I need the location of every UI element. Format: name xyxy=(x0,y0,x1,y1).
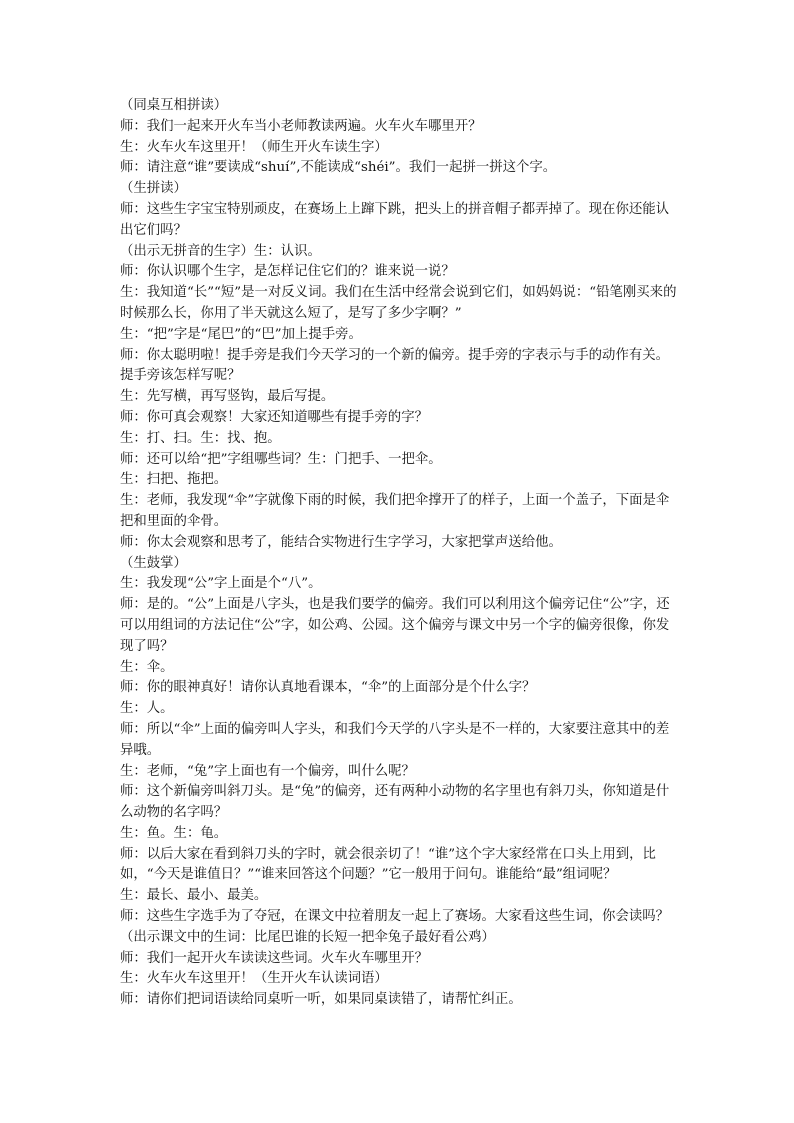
text-line: 师：是的。“公”上面是八字头，也是我们要学的偏旁。我们可以利用这个偏旁记住“公”字，还可以用组词的方法记住“公”字，如公鸡、公园。这个偏旁与课文中另一个字的偏旁很像，你发现了吗？ xyxy=(120,597,670,654)
text-line: （生鼓掌） xyxy=(120,555,187,571)
text-line: 师：还可以给“把”字组哪些词？生：门把手、一把伞。 xyxy=(120,451,442,467)
text-line: 师：你的眼神真好！请你认真地看课本，“伞”的上面部分是个什么字？ xyxy=(120,680,536,696)
text-line: 生：火车火车这里开！（生开火车认读词语） xyxy=(120,971,388,987)
text-line: 师：这个新偏旁叫斜刀头。是“兔”的偏旁，还有两种小动物的名字里也有斜刀头，你知道是什么动物的名字吗？ xyxy=(120,784,670,821)
text-line: 生：老师，我发现“伞”字就像下雨的时候，我们把伞撑开了的样子，上面一个盖子，下面是伞把和里面的伞骨。 xyxy=(120,493,670,529)
text-line: 生：打、扫。生：找、抱。 xyxy=(120,430,281,446)
text-line: 生：扫把、拖把。 xyxy=(120,472,228,488)
text-line: 生：火车火车这里开！（师生开火车读生字） xyxy=(120,139,388,155)
text-line: 生：最长、最小、最美。 xyxy=(120,888,268,904)
text-line: 生：我发现“公”字上面是个“八”。 xyxy=(120,576,322,592)
text-line: 生：先写横，再写竖钩，最后写提。 xyxy=(120,389,335,405)
text-line: 师：我们一起来开火车当小老师教读两遍。火车火车哪里开？ xyxy=(120,118,482,134)
text-line: 生：伞。 xyxy=(120,659,174,675)
text-line: 生：人。 xyxy=(120,701,174,717)
text-line: 师：你太会观察和思考了，能结合实物进行生字学习，大家把掌声送给他。 xyxy=(120,534,562,550)
text-line: 生：“把”字是“尾巴”的“巴”加上提手旁。 xyxy=(120,326,362,342)
text-line: 师：以后大家在看到斜刀头的字时，就会很亲切了！“谁”这个字大家经常在口头上用到，比如，“今天是谁值日？”“谁来回答这个问题？”它一般用于问句。谁能给“最”组词呢？ xyxy=(120,846,656,883)
text-line: （出示课文中的生词：比尾巴谁的长短一把伞兔子最好看公鸡） xyxy=(120,929,495,945)
text-line: 师：请你们把词语读给同桌听一听，如果同桌读错了，请帮忙纠正。 xyxy=(120,992,522,1008)
text-line: （出示无拼音的生字）生：认识。 xyxy=(120,243,321,259)
text-line: 师：这些生字选手为了夺冠，在课文中拉着朋友一起上了赛场。大家看这些生词，你会读吗？ xyxy=(120,909,670,925)
text-line: 师：你太聪明啦！提手旁是我们今天学习的一个新的偏旁。提手旁的字表示与手的动作有关。提手旁该怎样写呢？ xyxy=(120,347,670,384)
text-line: （同桌互相拼读） xyxy=(120,98,228,113)
text-line: 师：所以“伞”上面的偏旁叫人字头，和我们今天学的八字头是不一样的，大家要注意其中的差异哦。 xyxy=(120,721,670,758)
document-body xyxy=(120,96,680,1011)
text-line: 师：你可真会观察！大家还知道哪些有提手旁的字？ xyxy=(120,409,428,425)
text-line: 师：请注意“谁”要读成“shuí”,不能读成“shéi”。我们一起拼一拼这个字。 xyxy=(120,160,557,176)
text-line: 师：这些生字宝宝特别顽皮，在赛场上上蹿下跳，把头上的拼音帽子都弄掉了。现在你还能认出它们吗？ xyxy=(120,201,670,238)
text-line: 生：鱼。生：龟。 xyxy=(120,825,228,841)
text-line: 生：我知道“长”“短”是一对反义词。我们在生活中经常会说到它们，如妈妈说：“铅笔刚买来的时候那么长，你用了半天就这么短了，是写了多少字啊？” xyxy=(120,285,677,321)
text-line: 师：你认识哪个生字，是怎样记住它们的？谁来说一说？ xyxy=(120,264,455,280)
text-line: （生拼读） xyxy=(120,181,187,197)
text-line: 生：老师，“兔”字上面也有一个偏旁，叫什么呢？ xyxy=(120,763,415,779)
text-line: 师：我们一起开火车读读这些词。火车火车哪里开？ xyxy=(120,950,428,966)
